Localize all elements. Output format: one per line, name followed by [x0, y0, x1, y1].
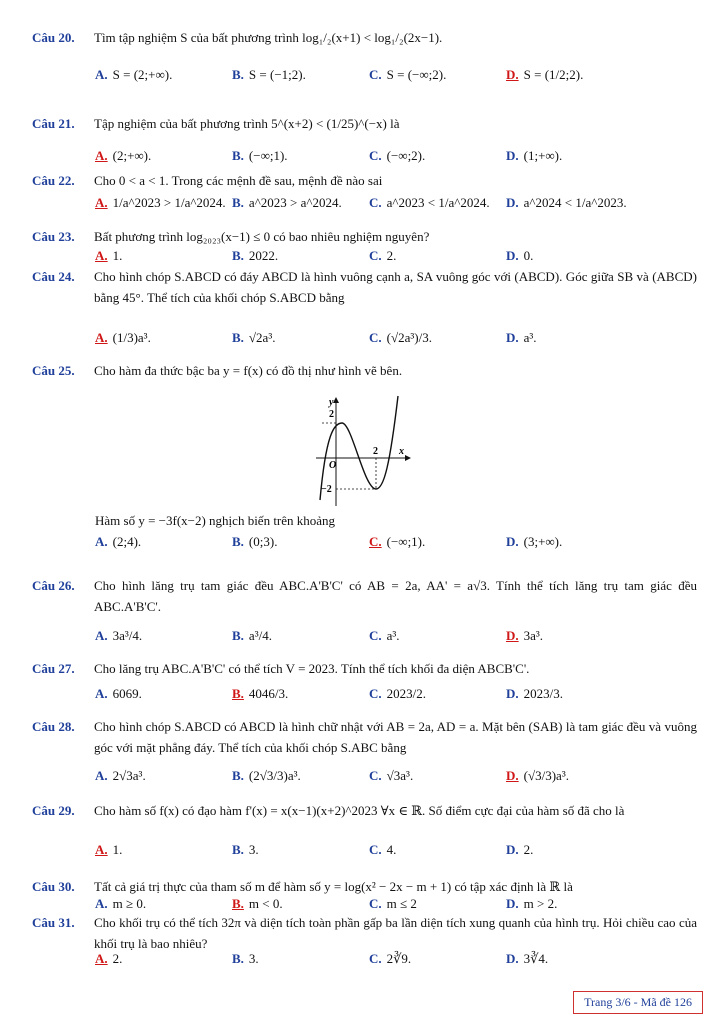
- option-c[interactable]: C. m ≤ 2: [369, 896, 417, 911]
- question-28: [32, 716, 697, 758]
- question-number: Câu 31.: [32, 915, 75, 930]
- options-22: [95, 195, 695, 211]
- option-c[interactable]: C. a^2023 < 1/a^2024.: [369, 195, 490, 210]
- option-b[interactable]: B. 3.: [232, 951, 259, 966]
- option-d[interactable]: D. m > 2.: [506, 896, 558, 911]
- x-label: x: [399, 446, 404, 457]
- question-text: Cho hàm đa thức bậc ba y = f(x) có đồ thị như hình vẽ bên.: [94, 363, 403, 378]
- options-20: [95, 67, 695, 83]
- option-c[interactable]: C. (−∞;1).: [369, 534, 426, 549]
- option-d[interactable]: D. 3a³.: [506, 628, 544, 643]
- option-a[interactable]: A. 1.: [95, 248, 123, 263]
- origin-label: O: [329, 460, 337, 471]
- question-number: Câu 26.: [32, 578, 75, 593]
- option-b[interactable]: B. 3.: [232, 842, 259, 857]
- option-a[interactable]: A. m ≥ 0.: [95, 896, 147, 911]
- option-d[interactable]: D. 2.: [506, 842, 534, 857]
- question-number: Câu 23.: [32, 229, 75, 244]
- option-b[interactable]: B. 4046/3.: [232, 686, 289, 701]
- option-a[interactable]: A. 2.: [95, 951, 123, 966]
- option-b[interactable]: B. (−∞;1).: [232, 148, 288, 163]
- option-b[interactable]: B. (2√3/3)a³.: [232, 768, 301, 783]
- question-text: Tìm tập nghiệm S của bất phương trình log₁/₂(x+1) < log₁/₂(2x−1).: [94, 30, 443, 45]
- question-text: Tập nghiệm của bất phương trình 5^(x+2) < (1/25)^(−x) là: [94, 116, 400, 131]
- option-a[interactable]: A. 6069.: [95, 686, 142, 701]
- page-footer: Trang 3/6 - Mã đề 126: [573, 991, 703, 1014]
- option-d[interactable]: D. a³.: [506, 330, 537, 345]
- option-a[interactable]: A. 1/a^2023 > 1/a^2024.: [95, 195, 226, 210]
- question-20: [32, 27, 697, 48]
- option-c[interactable]: C. √3a³.: [369, 768, 414, 783]
- y-label: y: [329, 397, 334, 408]
- options-25: [95, 534, 695, 550]
- question-29: [32, 800, 697, 821]
- y-tick-2: 2: [329, 409, 334, 420]
- option-d[interactable]: D. 0.: [506, 248, 534, 263]
- option-a[interactable]: A. 1.: [95, 842, 123, 857]
- options-21: [95, 148, 695, 164]
- options-29: [95, 842, 695, 858]
- option-c[interactable]: C. 4.: [369, 842, 397, 857]
- options-31: [95, 951, 695, 967]
- option-d[interactable]: D. (3;+∞).: [506, 534, 563, 549]
- option-b[interactable]: B. √2a³.: [232, 330, 276, 345]
- question-number: Câu 20.: [32, 30, 75, 45]
- question-number: Câu 29.: [32, 803, 75, 818]
- question-text: Cho khối trụ có thể tích 32π và diện tích toàn phần gấp ba lần diện tích xung quanh của hình trụ. Hỏi chiều cao của khối trụ là bao nhiêu?: [94, 915, 697, 951]
- option-a[interactable]: A. (1/3)a³.: [95, 330, 151, 345]
- question-number: Câu 21.: [32, 116, 75, 131]
- option-b[interactable]: B. m < 0.: [232, 896, 283, 911]
- option-b[interactable]: B. (0;3).: [232, 534, 278, 549]
- question-text: Cho hàm số f(x) có đạo hàm f'(x) = x(x−1)(x+2)^2023 ∀x ∈ ℝ. Số điểm cực đại của hàm số đã cho là: [94, 803, 625, 818]
- options-30: [95, 896, 695, 912]
- question-26: [32, 575, 697, 617]
- option-b[interactable]: B. 2022.: [232, 248, 279, 263]
- question-number: Câu 27.: [32, 661, 75, 676]
- options-24: [95, 330, 695, 346]
- question-text: Cho hình chóp S.ABCD có ABCD là hình chữ nhật với AB = 2a, AD = a. Mặt bên (SAB) là tam giác đều và vuông góc với mặt phẳng đáy. Thể tích của khối chóp S.ABC bằng: [94, 719, 697, 755]
- option-a[interactable]: A. 3a³/4.: [95, 628, 143, 643]
- question-25: [32, 360, 697, 381]
- question-text: Cho lăng trụ ABC.A'B'C' có thể tích V = 2023. Tính thể tích khối đa diện ABCB'C'.: [94, 661, 530, 676]
- option-c[interactable]: C. 2.: [369, 248, 397, 263]
- question-number: Câu 24.: [32, 269, 75, 284]
- question-number: Câu 22.: [32, 173, 75, 188]
- question-24: [32, 266, 697, 308]
- option-d[interactable]: D. (√3/3)a³.: [506, 768, 569, 783]
- question-text: Tất cả giá trị thực của tham số m để hàm số y = log(x² − 2x − m + 1) có tập xác định là ℝ là: [94, 879, 573, 894]
- question-number: Câu 30.: [32, 879, 75, 894]
- option-c[interactable]: C. (√2a³)/3.: [369, 330, 432, 345]
- option-d[interactable]: D. 3∛4.: [506, 951, 549, 966]
- question-27: [32, 658, 697, 679]
- question-25-sub: Hàm số y = −3f(x−2) nghịch biến trên khoảng: [95, 513, 336, 528]
- question-22: [32, 170, 697, 191]
- cubic-graph: [312, 394, 412, 508]
- option-a[interactable]: A. (2;+∞).: [95, 148, 152, 163]
- option-d[interactable]: D. 2023/3.: [506, 686, 564, 701]
- option-b[interactable]: B. a³/4.: [232, 628, 272, 643]
- y-tick-neg2: −2: [321, 484, 332, 495]
- question-number: Câu 28.: [32, 719, 75, 734]
- option-a[interactable]: A. S = (2;+∞).: [95, 67, 173, 82]
- question-text: Cho hình lăng trụ tam giác đều ABC.A'B'C' có AB = 2a, AA' = a√3. Tính thể tích lăng trụ tam giác đều ABC.A'B'C'.: [94, 578, 697, 614]
- options-23: [95, 248, 695, 264]
- option-c[interactable]: C. a³.: [369, 628, 400, 643]
- question-30: [32, 876, 697, 897]
- option-c[interactable]: C. 2023/2.: [369, 686, 427, 701]
- question-21: [32, 113, 697, 134]
- question-31: [32, 912, 697, 954]
- option-c[interactable]: C. S = (−∞;2).: [369, 67, 447, 82]
- question-23: [32, 226, 697, 247]
- option-d[interactable]: D. (1;+∞).: [506, 148, 563, 163]
- option-d[interactable]: D. S = (1/2;2).: [506, 67, 584, 82]
- options-28: [95, 768, 695, 784]
- question-text: Cho hình chóp S.ABCD có đáy ABCD là hình vuông cạnh a, SA vuông góc với (ABCD). Góc giữa SB và (ABCD) bằng 45°. Thể tích của khối chóp S.ABCD bằng: [94, 269, 697, 305]
- options-27: [95, 686, 695, 702]
- x-tick-2: 2: [373, 446, 378, 457]
- question-text: Bất phương trình log₂₀₂₃(x−1) ≤ 0 có bao nhiêu nghiệm nguyên?: [94, 229, 430, 244]
- question-number: Câu 25.: [32, 363, 75, 378]
- option-c[interactable]: C. (−∞;2).: [369, 148, 426, 163]
- option-a[interactable]: A. (2;4).: [95, 534, 142, 549]
- option-a[interactable]: A. 2√3a³.: [95, 768, 146, 783]
- option-c[interactable]: C. 2∛9.: [369, 951, 412, 966]
- question-text: Cho 0 < a < 1. Trong các mệnh đề sau, mệnh đề nào sai: [94, 173, 383, 188]
- options-26: [95, 628, 695, 644]
- option-b[interactable]: B. S = (−1;2).: [232, 67, 306, 82]
- option-d[interactable]: D. a^2024 < 1/a^2023.: [506, 195, 627, 210]
- option-b[interactable]: B. a^2023 > a^2024.: [232, 195, 342, 210]
